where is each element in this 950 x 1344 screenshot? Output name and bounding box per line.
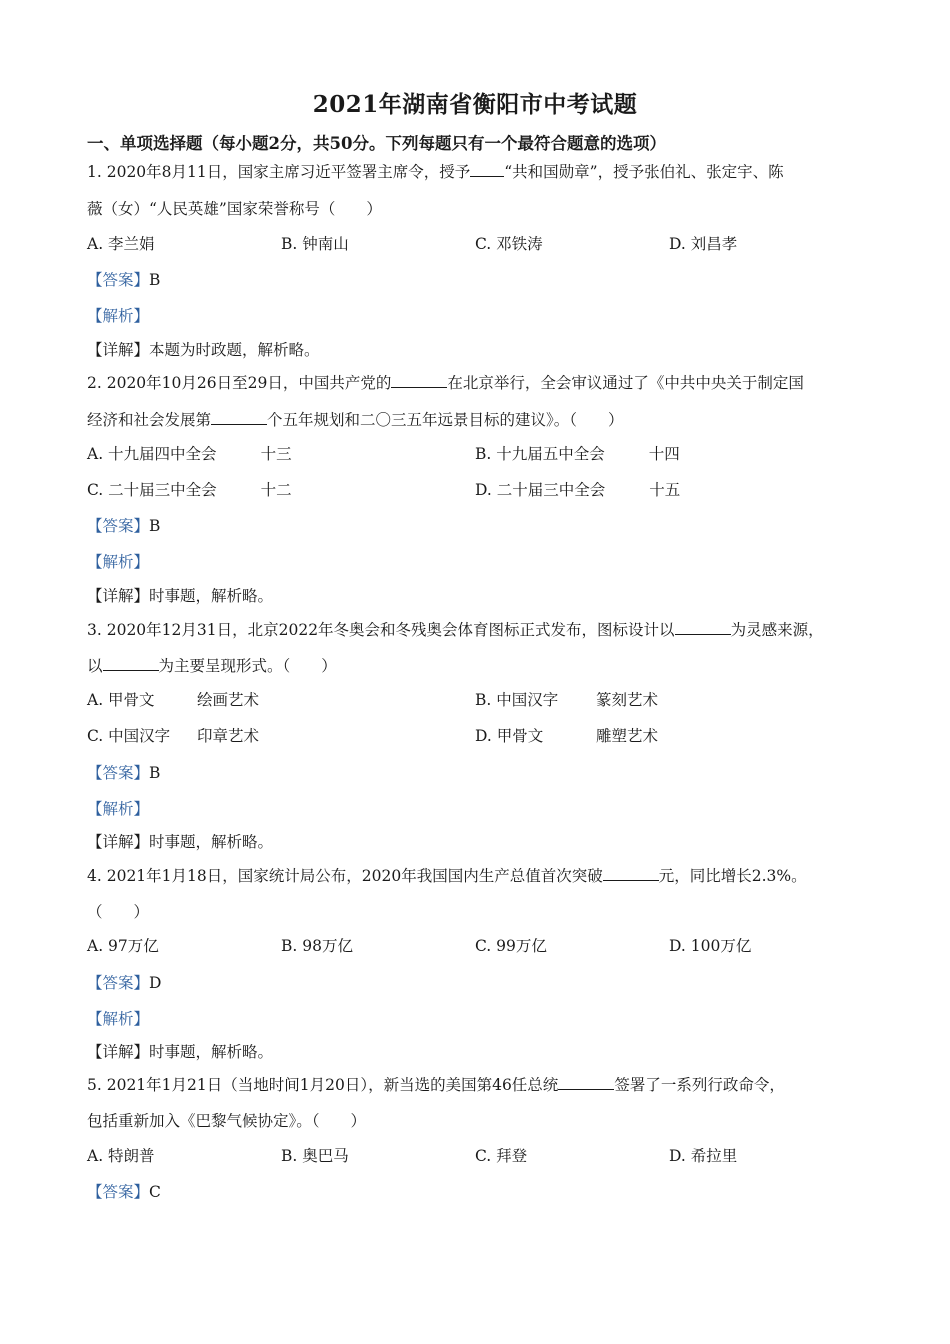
- question-2-line-1: 2. 2020年10月26日至29日，中国共产党的 在北京举行，全会审议通过了《中共中央关于制定国: [87, 374, 804, 392]
- q4-answer: 【答案】D: [87, 974, 162, 992]
- question-5-line-1: 5. 2021年1月21日（当地时间1月20日），新当选的美国第46任总统 签署了一系列行政命令，: [87, 1076, 785, 1094]
- question-3-line-2: 以 为主要呈现形式。（ ）: [87, 657, 337, 675]
- q1-answer: 【答案】B: [87, 271, 161, 289]
- q3-option-c: C. 中国汉字 印章艺术: [87, 727, 260, 745]
- section-heading: 一、单项选择题（每小题2分，共50分。下列每题只有一个最符合题意的选项）: [87, 134, 666, 153]
- question-4-line-1: 4. 2021年1月18日，国家统计局公布，2020年我国国内生产总值首次突破 元，同比增长2.3%。: [87, 867, 807, 885]
- page-title: 2021年湖南省衡阳市中考试题: [312, 91, 638, 118]
- q3-analysis-label: 【解析】: [87, 800, 150, 818]
- q4-detail: 【详解】时事题，解析略。: [87, 1043, 274, 1061]
- answer-blank: [391, 373, 447, 388]
- q2-option-c: C. 二十届三中全会 十二: [87, 481, 292, 499]
- q5-option-d: D. 希拉里: [669, 1147, 738, 1165]
- answer-blank: [470, 162, 504, 177]
- q1-option-b: B. 钟南山: [281, 235, 349, 253]
- q4-option-b: B. 98万亿: [281, 937, 353, 955]
- q5-option-c: C. 拜登: [475, 1147, 528, 1165]
- q2-option-b: B. 十九届五中全会 十四: [475, 445, 680, 463]
- q1-analysis-label: 【解析】: [87, 307, 150, 325]
- q2-option-a: A. 十九届四中全会 十三: [87, 445, 292, 463]
- question-1-line-2: 薇（女）“人民英雄”国家荣誉称号（ ）: [87, 200, 382, 218]
- answer-blank: [558, 1075, 614, 1090]
- q1-option-a: A. 李兰娟: [87, 235, 155, 253]
- question-1-line-1: 1. 2020年8月11日，国家主席习近平签署主席令，授予 “共和国勋章”，授予张伯礼、张定宇、陈: [87, 163, 784, 181]
- q3-option-b: B. 中国汉字 篆刻艺术: [475, 691, 659, 709]
- q3-answer: 【答案】B: [87, 764, 161, 782]
- q5-answer: 【答案】C: [87, 1183, 161, 1201]
- answer-blank: [603, 866, 659, 881]
- q2-detail: 【详解】时事题，解析略。: [87, 587, 274, 605]
- q1-detail: 【详解】本题为时政题，解析略。: [87, 341, 320, 359]
- q1-option-d: D. 刘昌孝: [669, 235, 738, 253]
- q4-option-a: A. 97万亿: [87, 937, 159, 955]
- answer-blank: [675, 620, 731, 635]
- q2-answer: 【答案】B: [87, 517, 161, 535]
- q2-analysis-label: 【解析】: [87, 553, 150, 571]
- q1-option-c: C. 邓铁涛: [475, 235, 543, 253]
- q3-option-a: A. 甲骨文 绘画艺术: [87, 691, 260, 709]
- q4-option-c: C. 99万亿: [475, 937, 547, 955]
- question-3-line-1: 3. 2020年12月31日，北京2022年冬奥会和冬残奥会体育图标正式发布，图标设计以 为灵感来源，: [87, 621, 824, 639]
- question-2-line-2: 经济和社会发展第 个五年规划和二〇三五年远景目标的建议》。（ ）: [87, 411, 624, 429]
- q4-option-d: D. 100万亿: [669, 937, 752, 955]
- q5-option-b: B. 奥巴马: [281, 1147, 349, 1165]
- q5-option-a: A. 特朗普: [87, 1147, 155, 1165]
- question-5-line-2: 包括重新加入《巴黎气候协定》。（ ）: [87, 1112, 367, 1130]
- question-4-line-2: （ ）: [87, 903, 150, 921]
- q3-detail: 【详解】时事题，解析略。: [87, 833, 274, 851]
- q3-option-d: D. 甲骨文 雕塑艺术: [475, 727, 659, 745]
- q4-analysis-label: 【解析】: [87, 1010, 150, 1028]
- q2-option-d: D. 二十届三中全会 十五: [475, 481, 681, 499]
- answer-blank: [103, 656, 159, 671]
- answer-blank: [211, 410, 267, 425]
